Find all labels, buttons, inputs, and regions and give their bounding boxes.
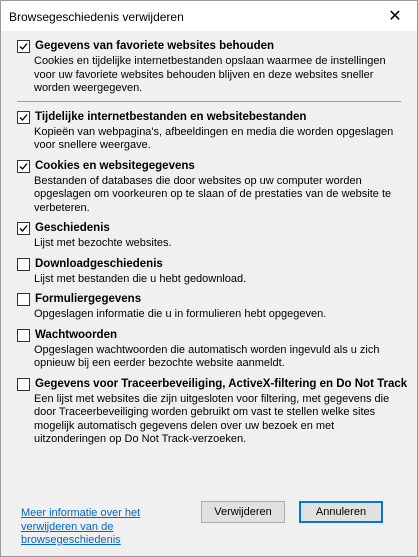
checkbox-passwords[interactable]	[17, 329, 30, 342]
checkmark-icon	[19, 42, 28, 51]
option-description: Lijst met bestanden die u hebt gedownload.	[34, 272, 247, 285]
option-description: Bestanden of databases die door websites op uw computer worden opgeslagen om voorkeuren op te slaan of de prestaties van de website te verbeteren.	[34, 174, 392, 214]
option-description: Opgeslagen wachtwoorden die automatisch worden ingevuld als u zich opnieuw bij een eerder bezochte website aanmeldt.	[34, 343, 380, 369]
checkmark-icon	[19, 224, 28, 233]
option-row[interactable]	[17, 328, 409, 342]
delete-button[interactable]: Verwijderen	[201, 501, 285, 523]
option-label: Wachtwoorden	[35, 328, 117, 341]
option-row[interactable]	[17, 110, 409, 124]
option-preserve-favorites	[17, 39, 409, 96]
option-label: Gegevens van favoriete websites behouden	[35, 40, 275, 52]
option-form-data	[17, 292, 409, 322]
cancel-button[interactable]: Annuleren	[299, 501, 383, 523]
option-row[interactable]	[17, 292, 409, 306]
option-download-history	[17, 257, 409, 287]
option-label: Downloadgeschiedenis	[35, 257, 163, 270]
option-label: Formuliergegevens	[35, 293, 142, 305]
option-row[interactable]	[17, 257, 409, 271]
option-description: Cookies en tijdelijke internetbestanden opslaan waarmee de instellingen voor uw favoriete websites behouden blijven en deze websites sneller worden weergegeven.	[34, 55, 386, 94]
option-passwords	[17, 328, 409, 371]
checkbox-temporary-files[interactable]	[17, 111, 30, 124]
more-info-link[interactable]: Meer informatie over het verwijderen van de browsegeschiedenis	[21, 507, 141, 546]
option-row[interactable]	[17, 159, 409, 173]
option-label: Geschiedenis	[35, 222, 110, 234]
option-description: Een lijst met websites die zijn uitgesloten voor filtering, met gegevens die door Traceerbeveiliging worden gebruikt om vast te stellen welke sites mogelijk automatisch gegevens delen over uw bezoek en met uitzonderingen op Do Not Track-verzoeken.	[34, 392, 390, 445]
checkbox-preserve-favorites[interactable]	[17, 40, 30, 53]
option-description: Lijst met bezochte websites.	[34, 237, 172, 249]
option-temporary-files	[17, 110, 409, 153]
checkmark-icon	[19, 113, 28, 122]
option-cookies	[17, 159, 409, 216]
option-label: Cookies en websitegegevens	[35, 159, 195, 172]
title-bar	[1, 1, 417, 31]
option-row[interactable]	[17, 377, 409, 391]
option-description: Kopieën van webpagina's, afbeeldingen en media die worden opgeslagen voor snellere weergave.	[34, 125, 394, 151]
option-tracking-protection	[17, 377, 409, 447]
options-list	[17, 39, 409, 447]
option-label: Gegevens voor Traceerbeveiliging, ActiveX-filtering en Do Not Track	[35, 377, 408, 390]
checkbox-form-data[interactable]	[17, 293, 30, 306]
option-label: Tijdelijke internetbestanden en websitebestanden	[35, 110, 307, 123]
window-title: Browsegeschiedenis verwijderen	[9, 10, 184, 24]
checkbox-tracking-protection[interactable]	[17, 378, 30, 391]
checkbox-cookies[interactable]	[17, 160, 30, 173]
separator	[17, 101, 401, 102]
checkbox-history[interactable]	[17, 222, 30, 235]
checkmark-icon	[19, 162, 28, 171]
option-row[interactable]	[17, 221, 409, 235]
option-history	[17, 221, 409, 251]
option-description: Opgeslagen informatie die u in formulieren hebt opgegeven.	[34, 308, 327, 320]
close-icon[interactable]: ✕	[388, 8, 402, 25]
option-row[interactable]	[17, 39, 409, 53]
checkbox-download-history[interactable]	[17, 258, 30, 271]
